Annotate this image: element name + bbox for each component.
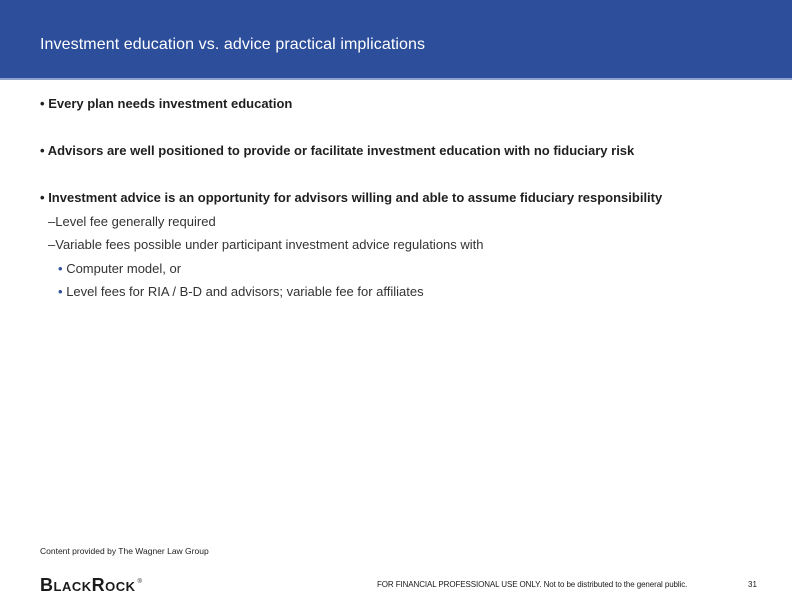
blackrock-logo [40,575,142,596]
disclaimer [377,580,687,589]
sub-bullet-item [48,237,484,252]
disclaimer-lead: FOR FINANCIAL PROFESSIONAL USE ONLY. [377,580,542,589]
source-note: Content provided by The Wagner Law Group [40,546,209,556]
bullet-item [40,96,292,111]
bullet-marker: • [40,96,45,111]
header-band [0,0,792,80]
sub-bullet-text: Level fee generally required [55,214,216,229]
logo-letter: B [40,575,54,595]
third-level-item [58,261,181,276]
disclaimer-rest: Not to be distributed to the general public. [541,580,688,589]
bullet-marker: • [40,190,45,205]
bullet-marker: • [40,143,45,158]
logo-letters: LACK [53,579,92,594]
logo-letter: R [91,575,106,595]
logo-letters: OCK [105,579,136,594]
page-title: Investment education vs. advice practical implications [40,36,426,53]
third-level-text: Computer model, or [66,261,182,276]
third-level-marker: • [58,284,63,299]
bullet-text: Investment advice is an opportunity for advisors willing and able to assume fiduciary responsibility [48,190,663,205]
bullet-text: Every plan needs investment education [48,96,293,111]
third-level-text: Level fees for RIA / B-D and advisors; variable fee for affiliates [66,284,424,299]
sub-bullet-text: Variable fees possible under participant investment advice regulations with [55,237,484,252]
third-level-item [58,284,424,299]
page-number: 31 [748,580,757,589]
bullet-item [40,143,634,158]
bullet-text: Advisors are well positioned to provide or facilitate investment education with no fiduciary risk [47,143,635,158]
third-level-marker: • [58,261,63,276]
bullet-item [40,190,662,205]
registered-mark: ® [137,579,143,585]
sub-bullet-marker: – [48,214,56,229]
sub-bullet-marker: – [48,237,56,252]
sub-bullet-item [48,214,216,229]
